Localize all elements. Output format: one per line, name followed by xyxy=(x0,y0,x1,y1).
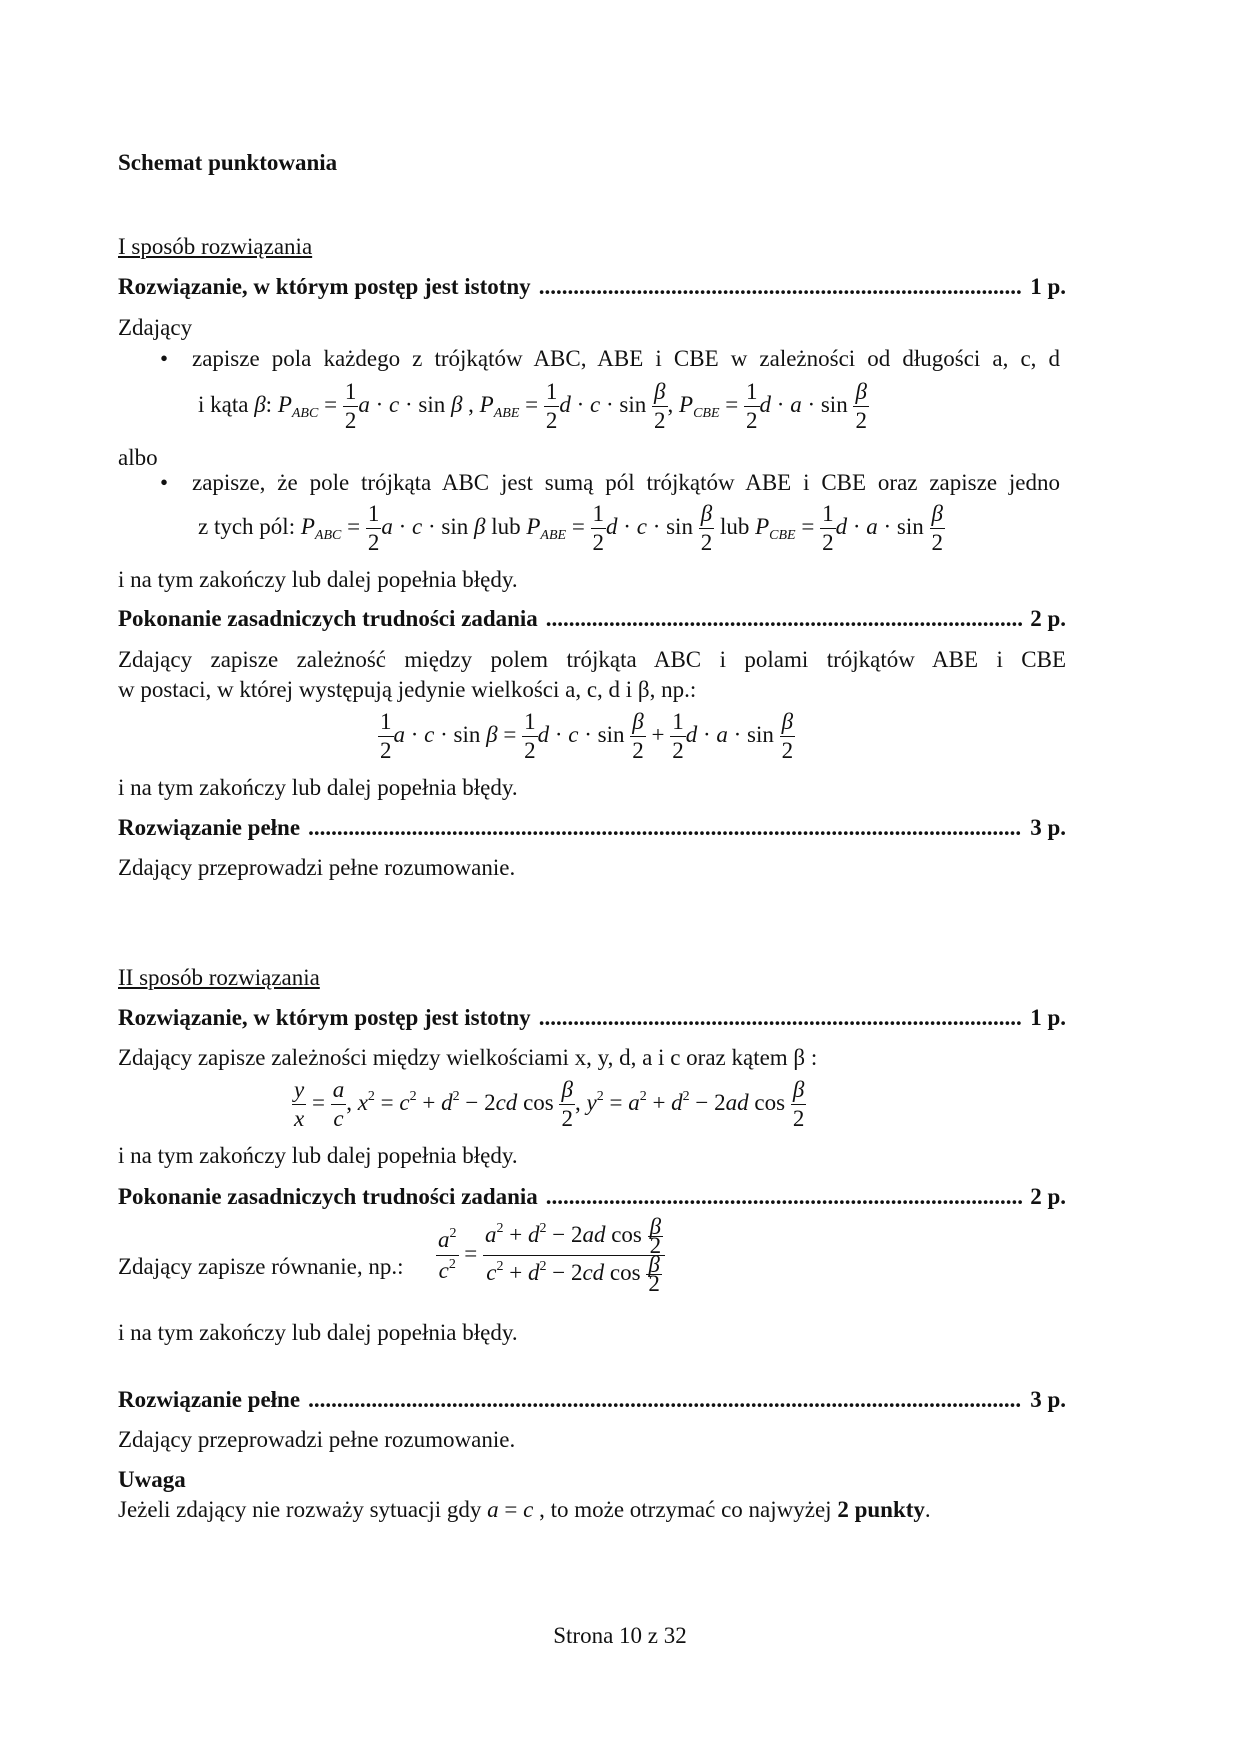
method1-title: I sposób rozwiązania xyxy=(118,234,313,259)
page-number: Strona 10 z 32 xyxy=(553,1623,687,1648)
dot-leader xyxy=(539,272,1023,302)
method1-end-2: i na tym zakończy lub dalej popełnia błędy. xyxy=(118,775,518,800)
formula-sum-areas: $\frac{1}{2}$ a · c · sin β = $\frac{1}{2}$ d · c · sin $\frac{\beta}{2}$ + $\frac{1}{2}$ d · a · sin $\frac{\beta}{2}$ xyxy=(380,709,794,763)
method1-s2-text2: w postaci, w której występują jedynie wielkości a, c, d i β, np.: xyxy=(118,677,697,702)
score-label: Pokonanie zasadniczych trudności zadania xyxy=(118,606,538,631)
method2-title: II sposób rozwiązania xyxy=(118,965,320,990)
method2-score-row-3 xyxy=(118,1385,1066,1415)
method1-score-row-3 xyxy=(118,813,1066,843)
dot-leader xyxy=(546,604,1022,634)
method2-end-1: i na tym zakończy lub dalej popełnia błędy. xyxy=(118,1143,518,1168)
score-points: 2 p. xyxy=(1030,606,1066,631)
score-label: Rozwiązanie, w którym postęp jest istotny xyxy=(118,1005,531,1030)
bullet-1-text: zapisze pola każdego z trójkątów ABC, ABE i CBE w zależności od długości a, c, d xyxy=(192,346,1060,371)
score-label: Pokonanie zasadniczych trudności zadania xyxy=(118,1184,538,1209)
formula-ratio-equation: $\frac{a^2}{c^2}$ = $a^2 + d^2 - 2ad$ cos $\frac{\beta}{2}$ $c^2 + d^2 - 2cd$ cos $\frac{\beta}{2}$ xyxy=(436,1218,665,1293)
method1-s3-text: Zdający przeprowadzi pełne rozumowanie. xyxy=(118,855,516,880)
score-points: 1 p. xyxy=(1030,1005,1066,1030)
score-points: 3 p. xyxy=(1030,1387,1066,1412)
score-points: 1 p. xyxy=(1030,274,1066,299)
method2-s3-text: Zdający przeprowadzi pełne rozumowanie. xyxy=(118,1427,516,1452)
method1-s2-text: Zdający zapisze zależność między polem trójkąta ABC i polami trójkątów ABE i CBE xyxy=(118,647,1066,672)
method1-score-row-2 xyxy=(118,604,1066,634)
formula-areas-1: i kąta β: $P_{ABC}$ = $\frac{1}{2}$ a · c · sin β , $P_{ABE}$ = $\frac{1}{2}$ d · c · sin $\frac{\beta}{2}$ , $P_{CBE}$ = $\frac{1}{2}$ d · a · sin $\frac{\beta}{2}$ xyxy=(198,379,867,433)
dot-leader xyxy=(308,1385,1022,1415)
method1-score-row-1 xyxy=(118,272,1066,302)
method2-end-2: i na tym zakończy lub dalej popełnia błędy. xyxy=(118,1320,518,1345)
score-points: 3 p. xyxy=(1030,815,1066,840)
bullet-2-text: zapisze, że pole trójkąta ABC jest sumą pól trójkątów ABE i CBE oraz zapisze jedno xyxy=(192,470,1060,495)
page-heading: Schemat punktowania xyxy=(118,150,338,175)
method2-s2-text: Zdający zapisze równanie, np.: xyxy=(118,1254,404,1279)
bullet-dot-icon: • xyxy=(160,470,169,495)
score-label: Rozwiązanie, w którym postęp jest istotny xyxy=(118,274,531,299)
method1-zdajacy: Zdający xyxy=(118,315,193,340)
score-label: Rozwiązanie pełne xyxy=(118,815,301,840)
score-points: 2 p. xyxy=(1030,1184,1066,1209)
dot-leader xyxy=(546,1182,1022,1212)
bullet-1-cont: i kąta xyxy=(198,391,249,417)
note-title: Uwaga xyxy=(118,1467,186,1492)
note-text: Jeżeli zdający nie rozważy sytuacji gdy a = c , to może otrzymać co najwyżej 2 punkty. xyxy=(118,1497,931,1522)
method1-end-1: i na tym zakończy lub dalej popełnia błędy. xyxy=(118,567,518,592)
method2-s1-text: Zdający zapisze zależności między wielkościami x, y, d, a i c oraz kątem β : xyxy=(118,1045,818,1070)
score-label: Rozwiązanie pełne xyxy=(118,1387,301,1412)
bullet-dot-icon: • xyxy=(160,346,169,371)
formula-cosine-rules: $\frac{y}{x}$ = $\frac{a}{c}$ , $x^2 = c^2 + d^2 - 2cd$ cos $\frac{\beta}{2}$ , $y^2 = a^2 + d^2 - 2ad$ cos $\frac{\beta}{2}$ xyxy=(294,1077,805,1131)
formula-areas-2: z tych pól: $P_{ABC}$ = $\frac{1}{2}$ a · c · sin β lub $P_{ABE}$ = $\frac{1}{2}$ d · c · sin $\frac{\beta}{2}$ lub $P_{CBE}$ = $\frac{1}{2}$ d · a · sin $\frac{\beta}{2}$ xyxy=(198,501,943,555)
albo-text: albo xyxy=(118,445,158,470)
method2-score-row-1 xyxy=(118,1003,1066,1033)
dot-leader xyxy=(308,813,1022,843)
dot-leader xyxy=(539,1003,1023,1033)
bullet-2-cont: z tych pól: xyxy=(198,513,296,539)
method2-score-row-2 xyxy=(118,1182,1066,1212)
